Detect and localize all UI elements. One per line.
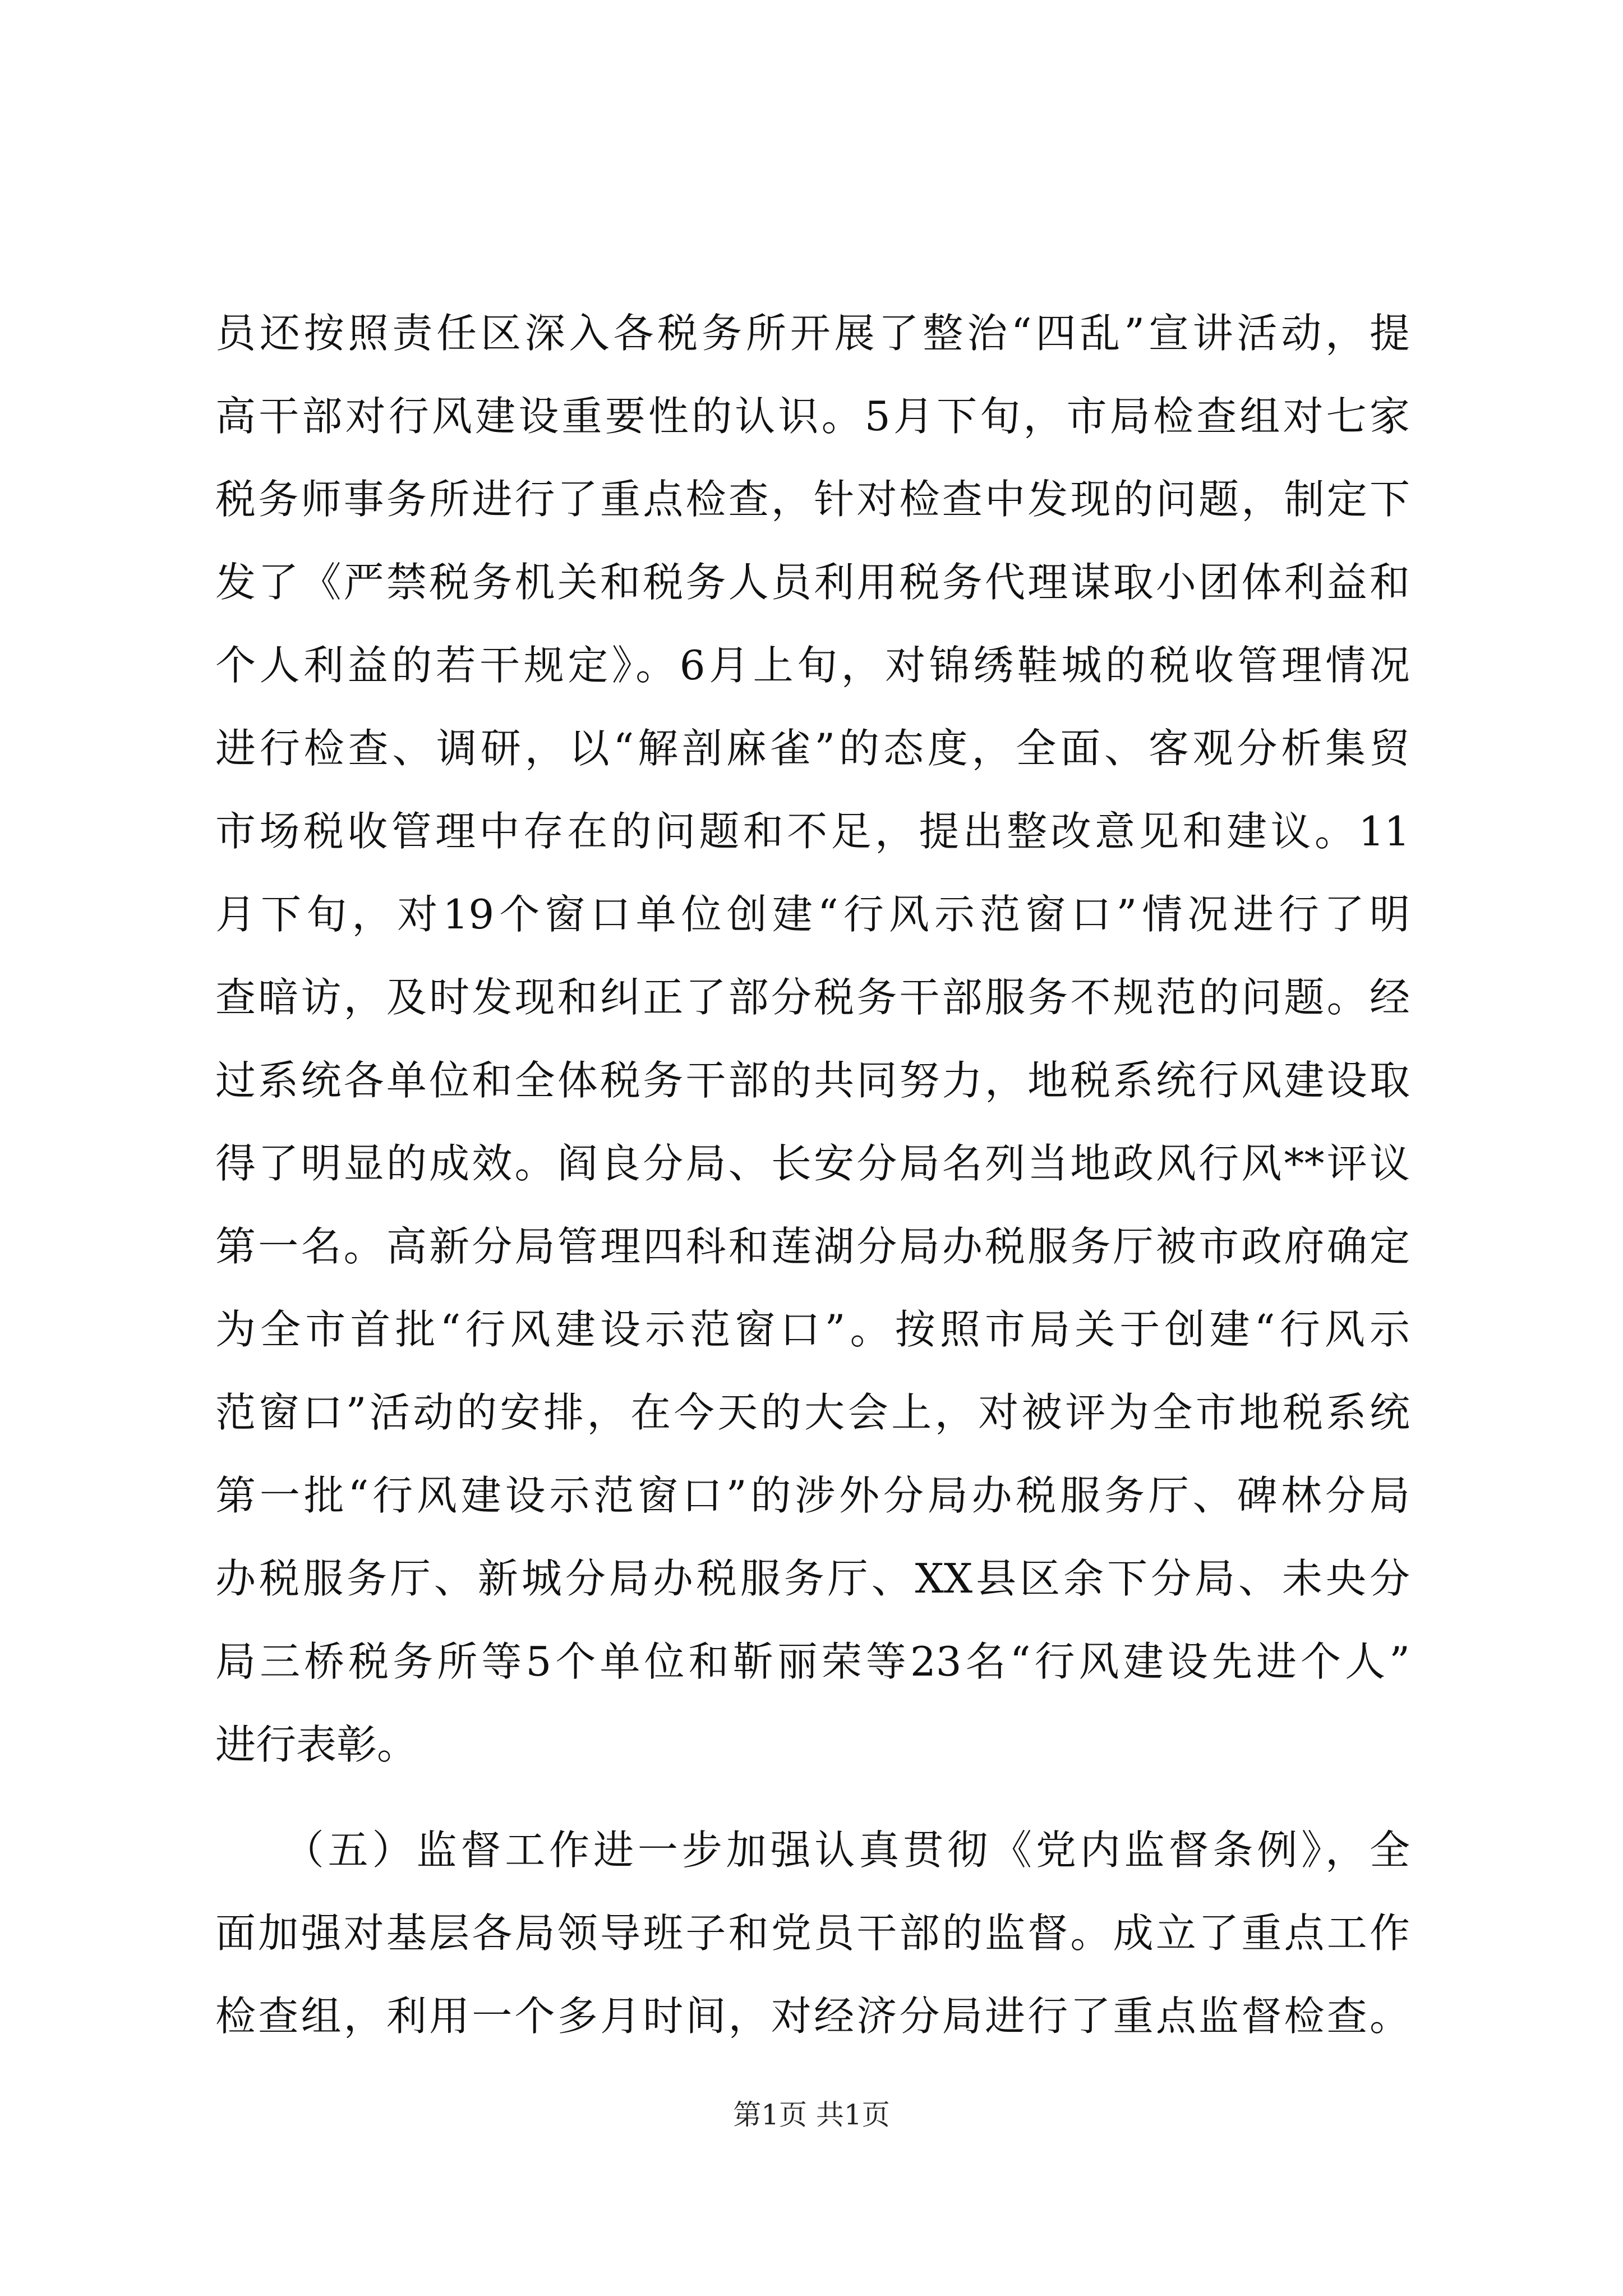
text-line: 得了明显的成效。阎良分局、长安分局名列当地政风行风**评议 (215, 1140, 1410, 1187)
paragraph-1 (215, 292, 1410, 1786)
text-line: 高干部对行风建设重要性的认识。5月下旬，市局检查组对七家 (215, 393, 1410, 440)
page-footer (0, 2095, 1623, 2134)
text-line: （五）监督工作进一步加强认真贯彻《党内监督条例》，全 (215, 1826, 1410, 1874)
text-line: 发了《严禁税务机关和税务人员利用税务代理谋取小团体利益和 (215, 559, 1410, 606)
text-line: 月下旬，对19个窗口单位创建“行风示范窗口”情况进行了明 (215, 891, 1410, 938)
page-number-label: 第1页 共1页 (733, 2099, 890, 2131)
text-line: 过系统各单位和全体税务干部的共同努力，地税系统行风建设取 (215, 1057, 1410, 1104)
text-line: 为全市首批“行风建设示范窗口”。按照市局关于创建“行风示 (215, 1306, 1410, 1353)
text-line: 办税服务厅、新城分局办税服务厅、XX县区余下分局、未央分 (215, 1555, 1410, 1602)
text-line: 员还按照责任区深入各税务所开展了整治“四乱”宣讲活动，提 (215, 310, 1410, 357)
text-line: 检查组，利用一个多月时间，对经济分局进行了重点监督检查。 (215, 1993, 1410, 2040)
paragraph-2 (215, 1809, 1410, 2058)
text-line: 进行表彰。 (215, 1721, 418, 1768)
paragraph-spacer (215, 1786, 1410, 1809)
document-body (215, 292, 1410, 2058)
text-line: 范窗口”活动的安排，在今天的大会上，对被评为全市地税系统 (215, 1389, 1410, 1436)
text-line: 第一批“行风建设示范窗口”的涉外分局办税服务厅、碑林分局 (215, 1472, 1410, 1519)
text-line: 个人利益的若干规定》。6月上旬，对锦绣鞋城的税收管理情况 (215, 642, 1410, 689)
text-line: 进行检查、调研，以“解剖麻雀”的态度，全面、客观分析集贸 (215, 725, 1410, 772)
text-line: 税务师事务所进行了重点检查，针对检查中发现的问题，制定下 (215, 476, 1410, 523)
text-line: 局三桥税务所等5个单位和靳丽荣等23名“行风建设先进个人” (215, 1638, 1410, 1685)
text-line: 市场税收管理中存在的问题和不足，提出整改意见和建议。11 (215, 808, 1410, 855)
text-line: 第一名。高新分局管理四科和莲湖分局办税服务厅被市政府确定 (215, 1223, 1410, 1270)
text-line: 面加强对基层各局领导班子和党员干部的监督。成立了重点工作 (215, 1910, 1410, 1957)
text-line: 查暗访，及时发现和纠正了部分税务干部服务不规范的问题。经 (215, 974, 1410, 1021)
